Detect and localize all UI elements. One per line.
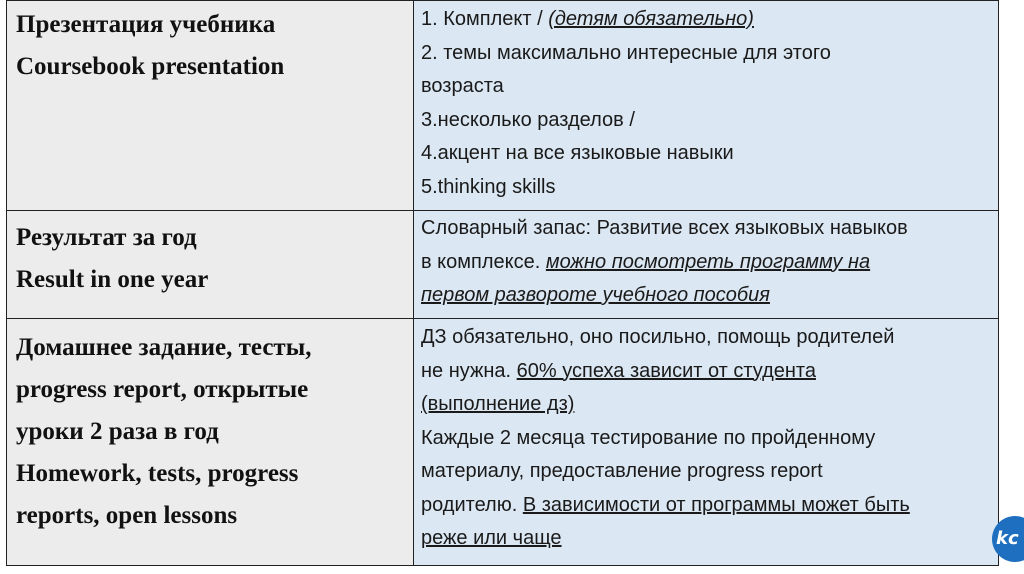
content-text: не нужна. <box>421 359 517 382</box>
content-line: 5.thinking skills <box>421 175 556 198</box>
content-line: Словарный запас: Развитие всех языковых навыков <box>421 217 908 239</box>
row-label-cell <box>7 211 414 319</box>
content-line <box>421 489 992 523</box>
content-text: в комплексе. <box>421 250 546 273</box>
row-label-line: progress report, открытые <box>16 376 309 403</box>
content-line: Каждые 2 месяца тестирование по пройденному <box>421 426 876 449</box>
table-row <box>7 211 999 319</box>
content-line: 4.акцент на все языковые навыки <box>421 142 734 164</box>
row-label-line: Homework, tests, progress <box>16 460 299 487</box>
content-line: (выполнение дз) <box>421 393 575 415</box>
row-content-cell <box>414 1 999 211</box>
content-text: 1. Комплект / <box>421 8 549 30</box>
table-row <box>7 1 999 211</box>
content-line <box>421 246 992 280</box>
row-label-line: Coursebook presentation <box>16 53 285 80</box>
row-label-line: уроки 2 раза в год <box>16 418 219 445</box>
row-label-line: reports, open lessons <box>16 502 238 529</box>
content-line: ДЗ обязательно, оно посильно, помощь родителей <box>421 326 895 348</box>
row-label-cell <box>7 1 414 211</box>
row-label-line: Презентация учебника <box>16 11 276 38</box>
content-line <box>421 355 992 389</box>
content-line: реже или чаще <box>421 527 562 549</box>
content-underlined: В зависимости от программы может быть <box>522 493 910 516</box>
content-line: 2. темы максимально интересные для этого <box>421 41 831 64</box>
table-row <box>7 319 999 566</box>
content-emphasis: (детям обязательно) <box>548 8 754 30</box>
row-content-cell <box>414 211 999 319</box>
row-content-cell <box>414 319 999 566</box>
content-line: 3.несколько разделов / <box>421 108 635 131</box>
logo-text: kc <box>996 528 1019 549</box>
row-label-line: Результат за год <box>16 224 197 251</box>
content-emphasis: можно посмотреть программу на <box>545 250 871 273</box>
row-label-line: Домашнее задание, тесты, <box>16 334 312 361</box>
content-line: первом развороте учебного пособия <box>421 284 770 306</box>
content-underlined: 60% успеха зависит от студента <box>516 359 816 382</box>
content-line: материалу, предоставление progress report <box>421 460 823 482</box>
info-table <box>6 0 999 566</box>
content-line <box>421 3 992 37</box>
content-line: возраста <box>421 75 504 97</box>
row-label-cell <box>7 319 414 566</box>
content-text: родителю. <box>421 493 523 516</box>
row-label-line: Result in one year <box>16 266 209 293</box>
